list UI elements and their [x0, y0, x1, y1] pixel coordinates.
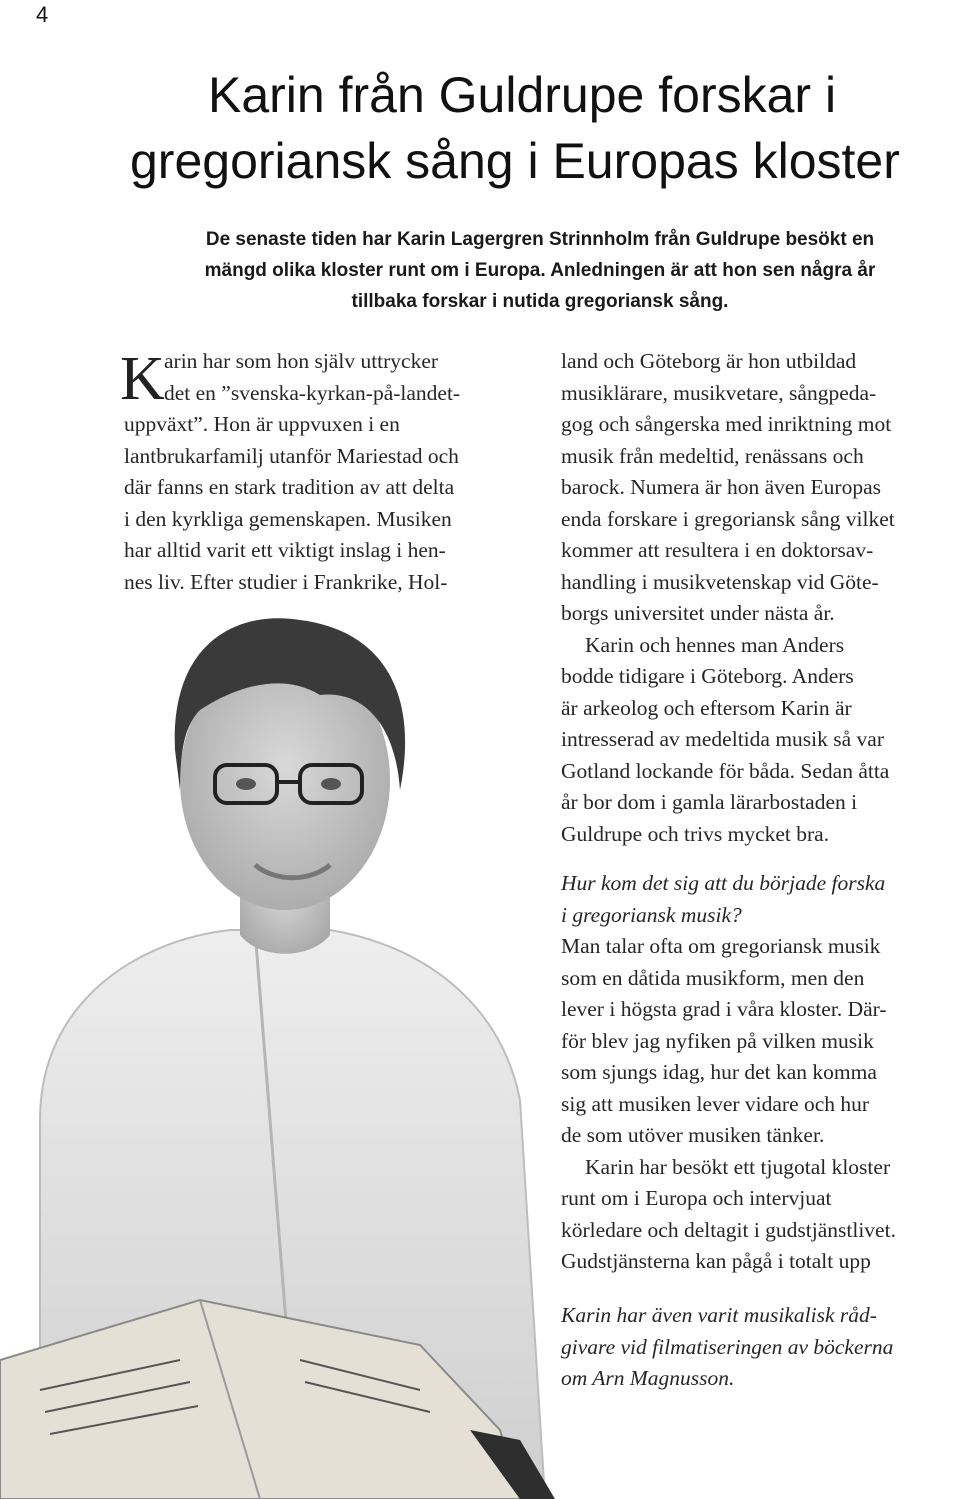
- lead-line: De senaste tiden har Karin Lagergren Strinnholm från Guldrupe besökt en: [205, 229, 875, 250]
- headline-line: gregoriansk sång i Europas kloster: [130, 133, 900, 189]
- drop-cap: K: [120, 345, 165, 413]
- interview-question: Hur kom det sig att du började forska: [561, 871, 886, 895]
- body-line: Gudstjänsterna kan pågå i totalt upp: [561, 1249, 871, 1273]
- body-line: musik från medeltid, renässans och: [561, 443, 864, 468]
- body-line: intresserad av medeltida musik så var: [561, 727, 884, 751]
- body-line: de som utöver musiken tänker.: [561, 1123, 825, 1147]
- body-line: som sjungs idag, hur det kan komma: [561, 1060, 877, 1084]
- body-line: sig att musiken lever vidare och hur: [561, 1091, 870, 1116]
- body-line: Karin har besökt ett tjugotal kloster: [585, 1154, 891, 1179]
- headline-line: Karin från Guldrupe forskar i: [208, 67, 837, 123]
- photo-caption: [561, 1300, 960, 1395]
- lead-line: tillbaka forskar i nutida gregoriansk sång.: [351, 291, 729, 312]
- body-line: lever i högsta grad i våra kloster. Där-: [561, 997, 887, 1021]
- body-line: runt om i Europa och intervjuat: [561, 1186, 832, 1210]
- body-line: år bor dom i gamla lärarbostaden i: [561, 790, 858, 814]
- body-line: lantbrukarfamilj utanför Mariestad och: [124, 443, 459, 468]
- body-line: det en ”svenska-kyrkan-på-landet-: [164, 380, 461, 405]
- body-line: har alltid varit ett viktigt inslag i hen-: [124, 538, 446, 562]
- caption-line: givare vid filmatiseringen av böckerna: [561, 1334, 894, 1359]
- spacer: [561, 850, 960, 868]
- caption-line: Karin har även varit musikalisk råd-: [561, 1303, 877, 1327]
- body-line: land och Göteborg är hon utbildad: [561, 349, 857, 373]
- article-left-column: [120, 345, 524, 598]
- body-line: Karin och hennes man Anders: [585, 632, 845, 657]
- caption-line: om Arn Magnusson.: [561, 1366, 735, 1390]
- body-line: nes liv. Efter studier i Frankrike, Hol-: [124, 569, 448, 594]
- page-number: 4: [36, 2, 49, 27]
- body-line: körledare och deltagit i gudstjänstlivet.: [561, 1217, 896, 1242]
- body-line: kommer att resultera i en doktorsav-: [561, 538, 874, 562]
- article-right-column: [561, 346, 960, 1278]
- body-line: Guldrupe och trivs mycket bra.: [561, 821, 830, 846]
- body-line: gog och sångerska med inriktning mot: [561, 412, 892, 436]
- lead-paragraph: [120, 224, 960, 317]
- lead-line: mängd olika kloster runt om i Europa. Anledningen är att hon sen några år: [204, 260, 876, 281]
- body-line: handling i musikvetenskap vid Göte-: [561, 569, 879, 594]
- interview-question: i gregoriansk musik?: [561, 902, 742, 927]
- body-line: för blev jag nyfiken på vilken musik: [561, 1028, 874, 1053]
- body-line: Man talar ofta om gregoriansk musik: [561, 934, 881, 958]
- body-line: bodde tidigare i Göteborg. Anders: [561, 664, 854, 688]
- body-line: som en dåtida musikform, men den: [561, 965, 865, 990]
- body-line: i den kyrkliga gemenskapen. Musiken: [124, 506, 452, 531]
- body-line: enda forskare i gregoriansk sång vilket: [561, 506, 895, 531]
- body-line: Gotland lockande för båda. Sedan åtta: [561, 758, 890, 783]
- body-line: är arkeolog och eftersom Karin är: [561, 695, 852, 720]
- headline: [130, 62, 930, 194]
- body-line: borgs universitet under nästa år.: [561, 601, 835, 625]
- body-line: arin har som hon själv uttrycker: [164, 349, 439, 373]
- body-line: där fanns en stark tradition av att delta: [124, 475, 455, 499]
- body-line: uppväxt”. Hon är uppvuxen i en: [124, 412, 400, 436]
- portrait-photo: [0, 600, 560, 1499]
- body-line: musiklärare, musikvetare, sångpeda-: [561, 380, 877, 405]
- body-line: barock. Numera är hon även Europas: [561, 475, 881, 499]
